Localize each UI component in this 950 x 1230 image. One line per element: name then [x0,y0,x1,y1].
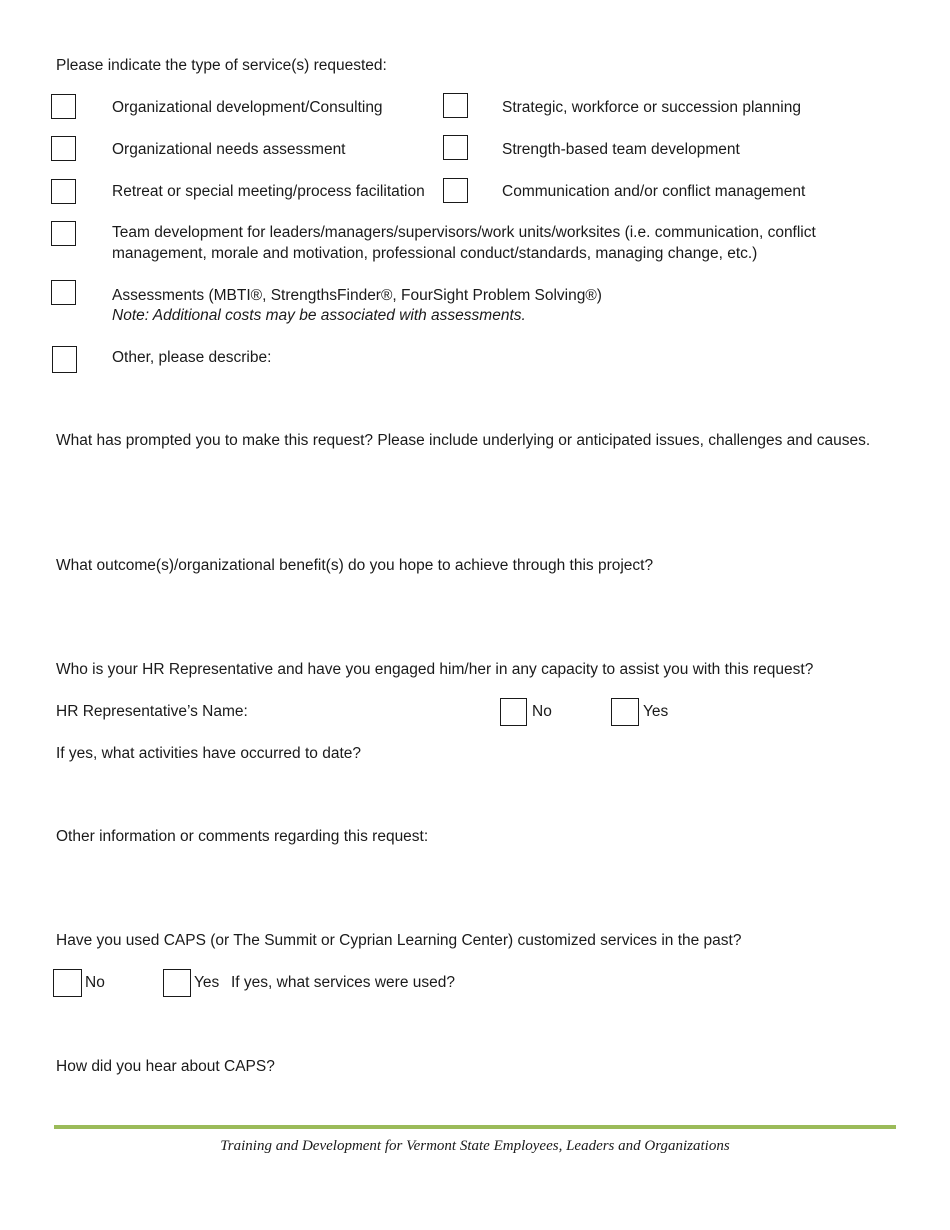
question-services-used: If yes, what services were used? [231,974,455,991]
hr-engaged-no-checkbox[interactable] [500,698,527,726]
question-caps-used: Have you used CAPS (or The Summit or Cyprian Learning Center) customized services in the past? [56,932,742,949]
footer-text: Training and Development for Vermont State Employees, Leaders and Organizations [220,1138,730,1154]
question-prompted: What has prompted you to make this request? Please include underlying or anticipated issues, challenges and causes. [56,432,871,449]
question-hr-rep: Who is your HR Representative and have you engaged him/her in any capacity to assist you with this request? [56,661,814,678]
option-communication-conflict: Communication and/or conflict management [502,183,806,200]
checkbox-strategic-planning[interactable] [443,93,468,118]
option-org-development: Organizational development/Consulting [112,99,383,116]
checkbox-org-development[interactable] [51,94,76,119]
option-needs-assessment: Organizational needs assessment [112,141,346,158]
assessments-note: Note: Additional costs may be associated with assessments. [112,307,526,324]
checkbox-team-development[interactable] [51,221,76,246]
option-strength-team: Strength-based team development [502,141,740,158]
question-heard-about: How did you hear about CAPS? [56,1058,275,1075]
option-team-development-line1: Team development for leaders/managers/supervisors/work units/worksites (i.e. communication, conflict [112,224,816,241]
caps-used-no-checkbox[interactable] [53,969,82,997]
footer-rule [54,1125,896,1129]
checkbox-strength-team[interactable] [443,135,468,160]
checkbox-communication-conflict[interactable] [443,178,468,203]
option-retreat-facilitation: Retreat or special meeting/process facilitation [112,183,425,200]
hr-engaged-yes-label: Yes [643,703,669,720]
option-team-development-line2: management, morale and motivation, professional conduct/standards, managing change, etc.) [112,245,758,262]
question-activities: If yes, what activities have occurred to date? [56,745,361,762]
option-other: Other, please describe: [112,349,272,366]
option-strategic-planning: Strategic, workforce or succession planning [502,99,801,116]
checkbox-retreat-facilitation[interactable] [51,179,76,204]
checkbox-other[interactable] [52,346,77,373]
option-assessments: Assessments (MBTI®, StrengthsFinder®, FourSight Problem Solving®) [112,287,602,304]
services-prompt: Please indicate the type of service(s) requested: [56,57,387,74]
hr-engaged-no-label: No [532,703,552,720]
question-other-info: Other information or comments regarding this request: [56,828,429,845]
checkbox-needs-assessment[interactable] [51,136,76,161]
checkbox-assessments[interactable] [51,280,76,305]
caps-used-yes-checkbox[interactable] [163,969,191,997]
question-outcome: What outcome(s)/organizational benefit(s) do you hope to achieve through this project? [56,557,654,574]
caps-used-no-label: No [85,974,105,991]
hr-engaged-yes-checkbox[interactable] [611,698,639,726]
hr-name-label: HR Representative’s Name: [56,703,248,720]
caps-used-yes-label: Yes [194,974,220,991]
